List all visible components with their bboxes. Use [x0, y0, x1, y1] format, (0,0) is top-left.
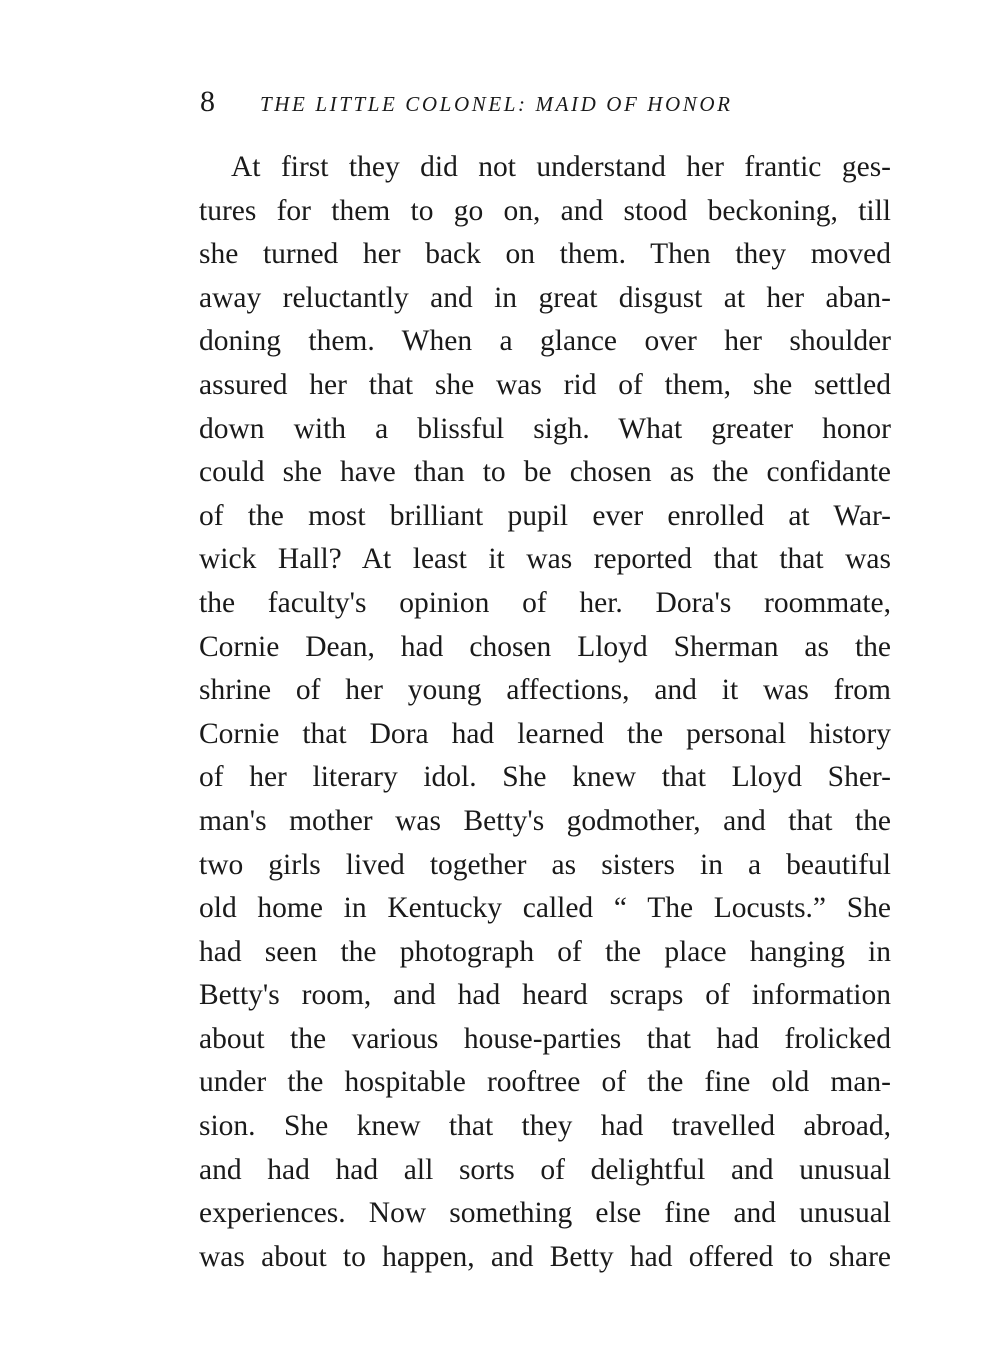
text-line: shrine of her young affections, and it was from	[199, 674, 891, 707]
text-line: two girls lived together as sisters in a beautiful	[199, 848, 891, 881]
text-line: assured her that she was rid of them, she settled	[199, 368, 891, 401]
text-line: under the hospitable rooftree of the fine old man-	[199, 1066, 891, 1099]
text-line: about the various house-parties that had frolicked	[199, 1022, 891, 1055]
text-line: Cornie that Dora had learned the personal history	[199, 717, 891, 750]
text-line: Cornie Dean, had chosen Lloyd Sherman as the	[199, 630, 891, 663]
text-line: experiences. Now something else fine and unusual	[199, 1197, 891, 1230]
text-line: was about to happen, and Betty had offered to share	[199, 1240, 891, 1273]
text-line: of her literary idol. She knew that Lloyd Sher-	[199, 761, 891, 794]
text-line: old home in Kentucky called “ The Locusts.” She	[199, 892, 891, 925]
text-line: of the most brilliant pupil ever enrolled at War-	[199, 499, 891, 532]
text-line: down with a blissful sigh. What greater honor	[199, 412, 891, 445]
text-line: wick Hall? At least it was reported that that was	[199, 543, 891, 576]
text-line: Betty's room, and had heard scraps of information	[199, 979, 891, 1012]
text-line: could she have than to be chosen as the confidante	[199, 456, 891, 489]
text-line: doning them. When a glance over her shoulder	[199, 325, 891, 358]
text-line: sion. She knew that they had travelled abroad,	[199, 1110, 891, 1143]
body-text	[199, 146, 891, 1279]
running-title: THE LITTLE COLONEL: MAID OF HONOR	[260, 92, 733, 116]
text-line: she turned her back on them. Then they moved	[199, 238, 891, 271]
text-line: and had had all sorts of delightful and unusual	[199, 1153, 891, 1186]
text-line: tures for them to go on, and stood beckoning, till	[199, 194, 891, 227]
text-line: man's mother was Betty's godmother, and that the	[199, 804, 891, 837]
page-number: 8	[200, 85, 215, 118]
text-line: had seen the photograph of the place hanging in	[199, 935, 891, 968]
text-line: away reluctantly and in great disgust at her aban-	[199, 281, 891, 314]
text-line: At first they did not understand her frantic ges-	[231, 151, 891, 183]
running-head	[200, 84, 900, 120]
text-line: the faculty's opinion of her. Dora's roommate,	[199, 586, 891, 619]
